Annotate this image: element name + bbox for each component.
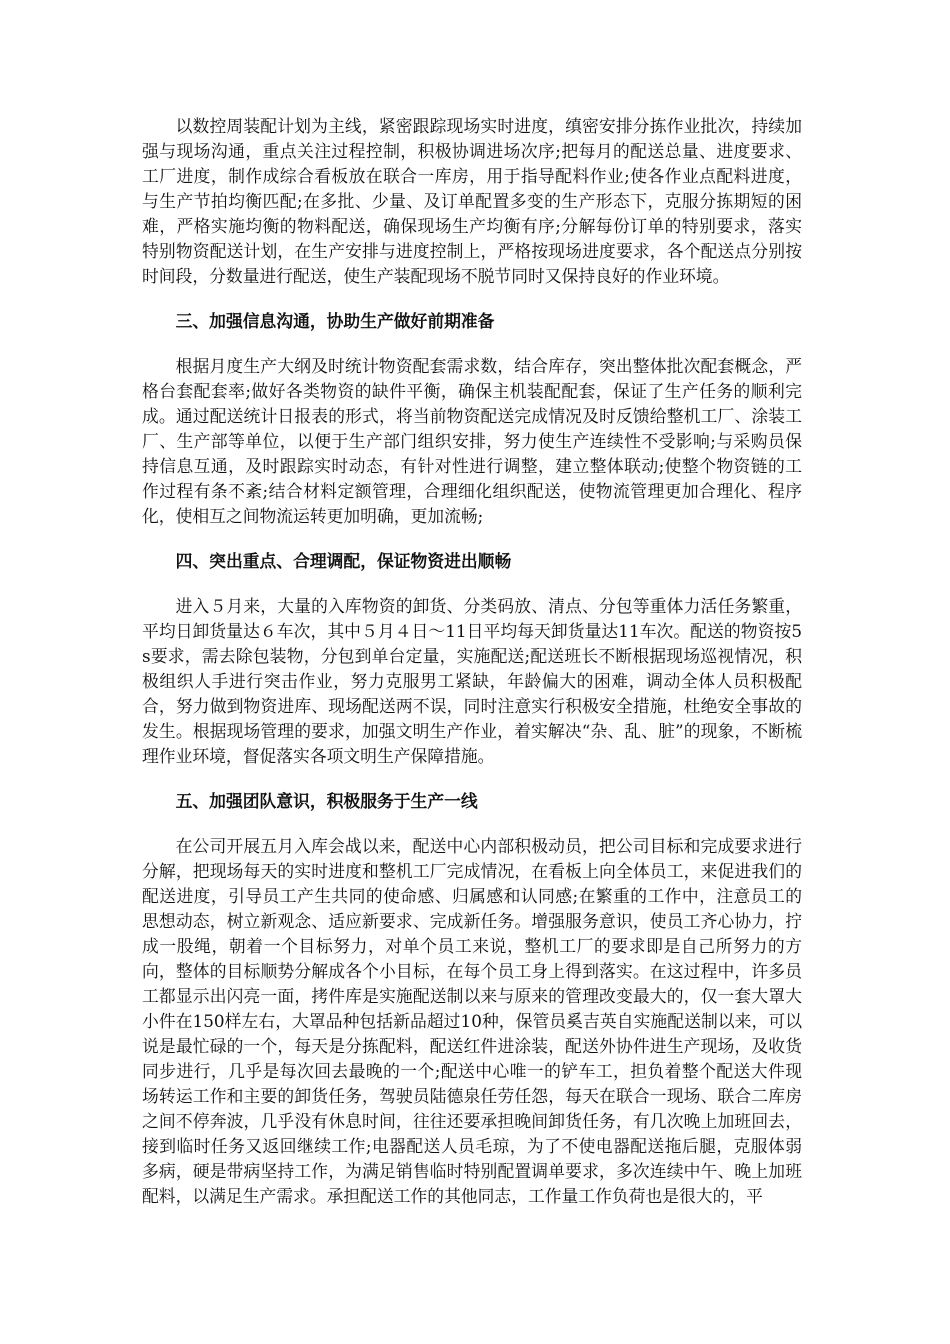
section-heading-4: 四、突出重点、合理调配，保证物资进出顺畅 [175,551,512,571]
paragraph-team-service: 在公司开展五月入库会战以来，配送中心内部积极动员，把公司目标和完成要求进行分解，把现场每天的实时进度和整机工厂完成情况，在看板上向全体员工，来促进我们的配送进度，引导员工产生共同的使命感、归属感和认同感;在繁重的工作中，注意员工的思想动态，树立新观念、适应新要求、完成新任务。增强服务意识，使员工齐心协力，拧成一股绳，朝着一个目标努力，对单个员工来说，整机工厂的要求即是自己所努力的方向，整体的目标顺势分解成各个小目标，在每个员工身上得到落实。在这过程中，许多员工都显示出闪亮一面，拷件库是实施配送制以来与原来的管理改变最大的，仅一套大罩大小件在150样左右，大罩品种包括新品超过10种，保管员奚吉英自实施配送制以来，可以说是最忙碌的一个，每天是分拣配料，配送红件进涂装，配送外协件进生产现场，及收货同步进行，几乎是每次回去最晚的一个;配送中心唯一的铲车工，担负着整个配送大件现场转运工作和主要的卸货任务，驾驶员陆德泉任劳任怨，每天在联合一现场、联合二库房之间不停奔波，几乎没有休息时间，往往还要承担晚间卸货任务，有几次晚上加班回去，接到临时任务又返回继续工作;电器配送人员毛琼，为了不使电器配送拖后腿，克服体弱多病，硬是带病坚持工作，为满足销售临时特别配置调单要求，多次连续中午、晚上加班配料，以满足生产需求。承担配送工作的其他同志，工作量工作负荷也是很大的，平 [142,836,802,1206]
section-heading-5: 五、加强团队意识，积极服务于生产一线 [175,791,478,811]
paragraph-distribution-plan: 以数控周装配计划为主线，紧密跟踪现场实时进度，缜密安排分拣作业批次，持续加强与现场沟通，重点关注过程控制，积极协调进场次序;把每月的配送总量、进度要求、工厂进度，制作成综合看板放在联合一库房，用于指导配料作业;使各作业点配料进度，与生产节拍均衡匹配;在多批、少量、及订单配置多变的生产形态下，克服分拣期短的困难，严格实施均衡的物料配送，确保现场生产均衡有序;分解每份订单的特别要求，落实特别物资配送计划，在生产安排与进度控制上，严格按现场进度要求，各个配送点分别按时间段，分数量进行配送，使生产装配现场不脱节同时又保持良好的作业环境。 [142,116,802,286]
document-body [142,114,802,1209]
paragraph-information-communication: 根据月度生产大纲及时统计物资配套需求数，结合库存，突出整体批次配套概念，严格台套配套率;做好各类物资的缺件平衡，确保主机装配配套，保证了生产任务的顺利完成。通过配送统计日报表的形式，将当前物资配送完成情况及时反馈给整机工厂、涂装工厂、生产部等单位，以便于生产部门组织安排，努力使生产连续性不受影响;与采购员保持信息互通，及时跟踪实时动态，有针对性进行调整，建立整体联动;使整个物资链的工作过程有条不紊;结合材料定额管理，合理细化组织配送，使物流管理更加合理化、程序化，使相互之间物流运转更加明确，更加流畅; [142,356,802,526]
section-heading-3: 三、加强信息沟通，协助生产做好前期准备 [175,311,495,331]
paragraph-material-flow: 进入５月来，大量的入库物资的卸货、分类码放、清点、分包等重体力活任务繁重，平均日卸货量达６车次，其中５月４日～11日平均每天卸货量达11车次。配送的物资按5s要求，需去除包装物，分包到单台定量，实施配送;配送班长不断根据现场巡视情况，积极组织人手进行突击作业，努力克服男工紧缺，年龄偏大的困难，调动全体人员积极配合，努力做到物资进库、现场配送两不误，同时注意实行积极安全措施，杜绝安全事故的发生。根据现场管理的要求，加强文明生产作业，着实解决“杂、乱、脏”的现象，不断梳理作业环境，督促落实各项文明生产保障措施。 [142,596,802,766]
